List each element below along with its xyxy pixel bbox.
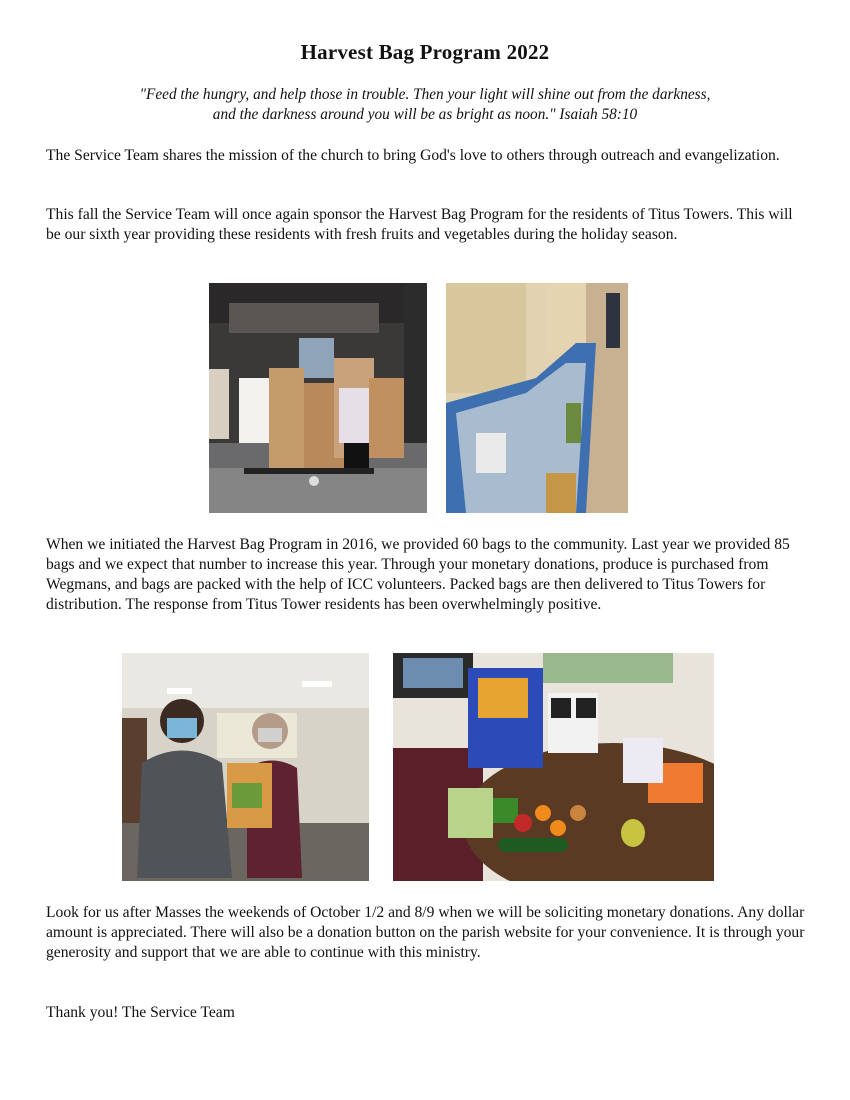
rows-of-packed-bags-photo [446,283,628,513]
page-title: Harvest Bag Program 2022 [300,40,550,64]
quote-line-1: "Feed the hungry, and help those in trouble. Then your light will shine out from the darkness, [139,86,711,103]
bag-contents-on-table-photo [393,653,714,881]
boxes-of-produce-on-carts-photo [209,283,427,513]
scripture-quote [60,85,790,125]
volunteers-with-bag-photo [122,653,369,881]
program-history-paragraph: When we initiated the Harvest Bag Program in 2016, we provided 60 bags to the community. Last year we provided 85 bags and we expect that number to increase this year. Through your monetary donations, produce is purchased from Wegmans, and bags are packed with the help of ICC volunteers. Packed bags are then delivered to Titus Towers for distribution. The response from Titus Tower residents has been overwhelmingly positive. [46,536,790,613]
donation-request-paragraph: Look for us after Masses the weekends of October 1/2 and 8/9 when we will be soliciting monetary donations. Any dollar amount is appreciated. There will also be a donation button on the parish website for your convenience. It is through your generosity and support that we are able to continue with this ministry. [46,904,805,961]
signoff-text: Thank you! The Service Team [46,1004,235,1021]
quote-line-2: and the darkness around you will be as bright as noon." Isaiah 58:10 [212,106,638,123]
mission-paragraph: The Service Team shares the mission of the church to bring God's love to others through outreach and evangelization. [46,147,780,164]
program-intro-paragraph: This fall the Service Team will once again sponsor the Harvest Bag Program for the residents of Titus Towers. This will be our sixth year providing these residents with fresh fruits and vegetables during the holiday season. [46,206,793,243]
